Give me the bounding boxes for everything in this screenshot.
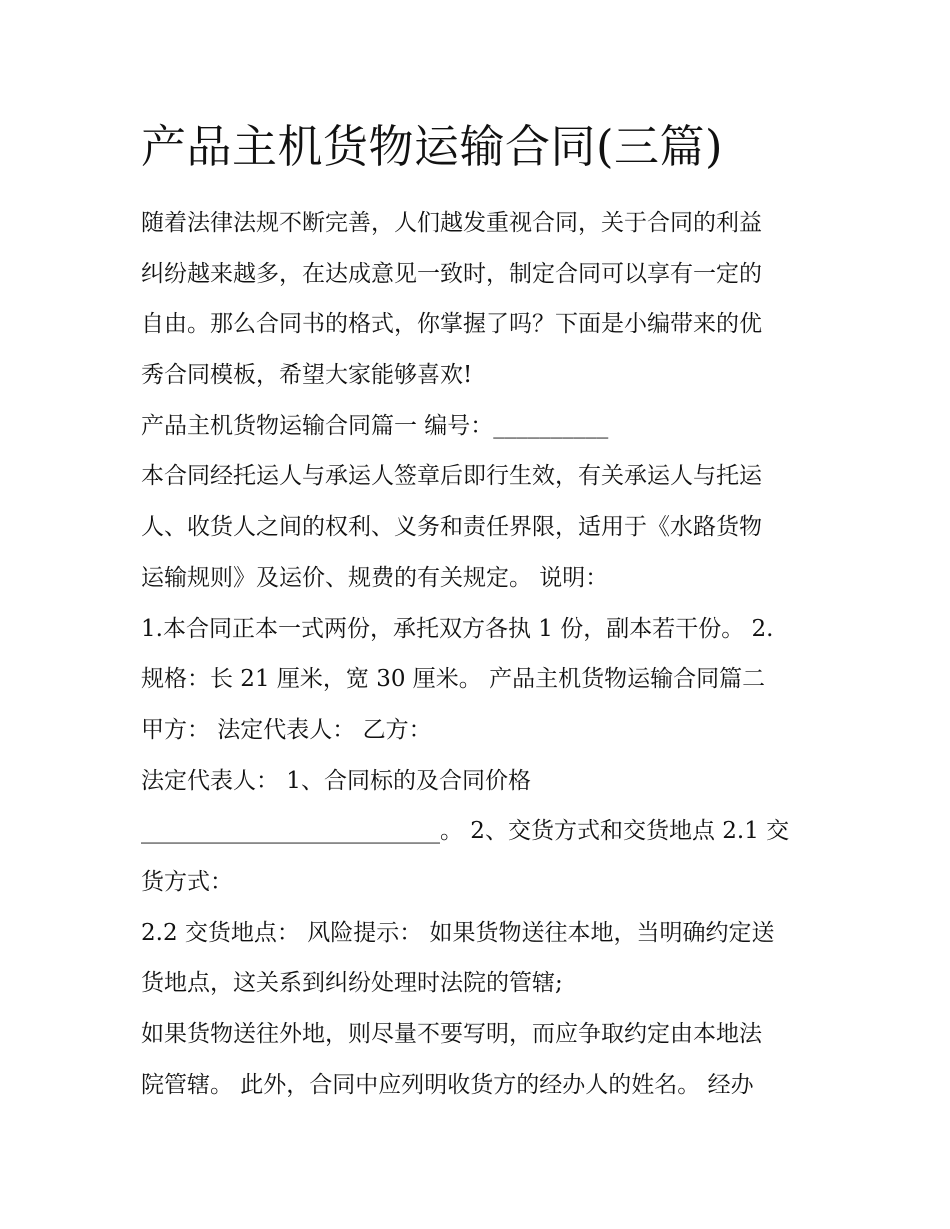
text-line bbox=[141, 806, 821, 857]
text-line-content: 产品主机货物运输合同篇一 编号：__________ bbox=[141, 412, 609, 439]
text-line-content: 纠纷越来越多，在达成意见一致时，制定合同可以享有一定的 bbox=[141, 260, 762, 287]
text-line bbox=[141, 299, 821, 350]
text-line bbox=[141, 553, 821, 604]
text-line-content: 货方式： bbox=[141, 868, 233, 895]
text-line-content: 运输规则》及运价、规费的有关规定。 说明： bbox=[141, 564, 609, 591]
text-line-content: 1.本合同正本一式两份，承托双方各执 1 份，副本若干份。 2. bbox=[141, 615, 774, 642]
text-line bbox=[141, 705, 821, 756]
text-line-content: 2.2 交货地点： 风险提示： 如果货物送往本地，当明确约定送 bbox=[141, 919, 775, 946]
text-line-content: 院管辖。 此外，合同中应列明收货方的经办人的姓名。 经办 bbox=[141, 1071, 754, 1098]
text-line bbox=[141, 857, 821, 908]
text-line-content: 甲方： 法定代表人： 乙方： bbox=[141, 716, 432, 743]
text-line bbox=[141, 756, 821, 807]
text-line bbox=[141, 249, 821, 300]
text-line bbox=[141, 198, 821, 249]
text-line-content: 自由。那么合同书的格式，你掌握了吗？下面是小编带来的优 bbox=[141, 311, 762, 338]
text-line-content: 本合同经托运人与承运人签章后即行生效，有关承运人与托运 bbox=[141, 463, 762, 490]
text-line-content: 秀合同模板，希望大家能够喜欢! bbox=[141, 362, 473, 389]
text-line-content: 随着法律法规不断完善，人们越发重视合同，关于合同的利益 bbox=[141, 210, 762, 236]
text-line bbox=[141, 654, 821, 705]
text-line bbox=[141, 451, 821, 502]
document-body bbox=[141, 198, 821, 1110]
text-line bbox=[141, 1009, 821, 1060]
text-line bbox=[141, 350, 821, 401]
text-line-content: 货地点，这关系到纠纷处理时法院的管辖; bbox=[141, 970, 563, 997]
text-line bbox=[141, 908, 821, 959]
text-line-content: 人、收货人之间的权利、义务和责任界限，适用于《水路货物 bbox=[141, 514, 762, 541]
text-line-content: 规格：长 21 厘米，宽 30 厘米。 产品主机货物运输合同篇二 bbox=[141, 666, 766, 693]
text-line bbox=[141, 502, 821, 553]
text-line-content: __________________________。 2、交货方式和交货地点 2.1 交 bbox=[141, 818, 790, 845]
text-line bbox=[141, 1060, 821, 1111]
document-page bbox=[141, 112, 821, 1110]
text-line-content: 法定代表人： 1、合同标的及合同价格 bbox=[141, 767, 531, 794]
text-line bbox=[141, 401, 821, 452]
text-line bbox=[141, 958, 821, 1009]
text-line-content: 如果货物送往外地，则尽量不要写明，而应争取约定由本地法 bbox=[141, 1021, 762, 1047]
document-title: 产品主机货物运输合同(三篇) bbox=[141, 120, 724, 173]
text-line bbox=[141, 604, 821, 655]
